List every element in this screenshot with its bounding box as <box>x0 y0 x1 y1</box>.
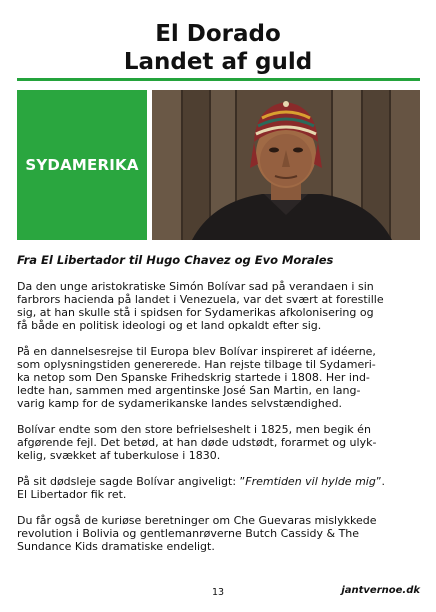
text-line: El Libertador fik ret. <box>17 488 127 501</box>
quote-prefix: På sit dødsleje sagde Bolívar angiveligt: ” <box>17 475 246 488</box>
quote-text: Fremtiden vil hylde mig <box>245 475 376 488</box>
portrait-illustration <box>152 90 420 240</box>
text-line: På en dannelsesrejse til Europa blev Bolívar inspireret af idéerne, <box>17 345 376 358</box>
text-line: varig kamp for de sydamerikanske landes selvstændighed. <box>17 397 343 410</box>
article-body <box>17 280 422 566</box>
text-line: Du får også de kuriøse beretninger om Che Guevaras mislykkede <box>17 514 377 527</box>
text-line: Da den unge aristokratiske Simón Bolívar sad på verandaen i sin <box>17 280 374 293</box>
paragraph-3 <box>17 423 422 462</box>
text-line: Sundance Kids dramatiske endeligt. <box>17 540 215 553</box>
green-divider <box>17 78 420 81</box>
quote-suffix: ”. <box>375 475 386 488</box>
text-line <box>17 475 422 488</box>
text-line: ka netop som Den Spanske Frihedskrig startede i 1808. Her ind- <box>17 371 370 384</box>
text-line: sig, at han skulle stå i spidsen for Sydamerikas afkolonisering og <box>17 306 374 319</box>
text-line: ledte han, sammen med argentinske José San Martin, en lang- <box>17 384 361 397</box>
text-line: revolution i Bolivia og gentlemanrøverne Butch Cassidy & The <box>17 527 360 540</box>
website-link[interactable]: jantvernoe.dk <box>341 585 420 596</box>
page-number: 13 <box>211 587 225 598</box>
text-line: farbrors hacienda på landet i Venezuela, var det svært at forestille <box>17 293 384 306</box>
text-line: få både en politisk ideologi og et land opkaldt efter sig. <box>17 319 322 332</box>
portrait-photo <box>152 90 420 240</box>
text-line: kelig, svækket af tuberkulose i 1830. <box>17 449 221 462</box>
region-banner <box>17 90 147 240</box>
region-label: SYDAMERIKA <box>25 156 139 174</box>
text-line: afgørende fejl. Det betød, at han døde udstødt, forarmet og ulyk- <box>17 436 377 449</box>
subtitle: Fra El Libertador til Hugo Chavez og Evo Morales <box>17 253 334 267</box>
page-title <box>0 20 436 76</box>
paragraph-5 <box>17 514 422 553</box>
title-line-2: Landet af guld <box>123 49 313 75</box>
paragraph-2 <box>17 345 422 410</box>
paragraph-1 <box>17 280 422 332</box>
text-line: som oplysningstiden genererede. Han rejste tilbage til Sydameri- <box>17 358 376 371</box>
text-line: Bolívar endte som den store befrielseshelt i 1825, men begik én <box>17 423 371 436</box>
paragraph-4 <box>17 475 422 501</box>
title-line-1: El Dorado <box>155 21 281 47</box>
